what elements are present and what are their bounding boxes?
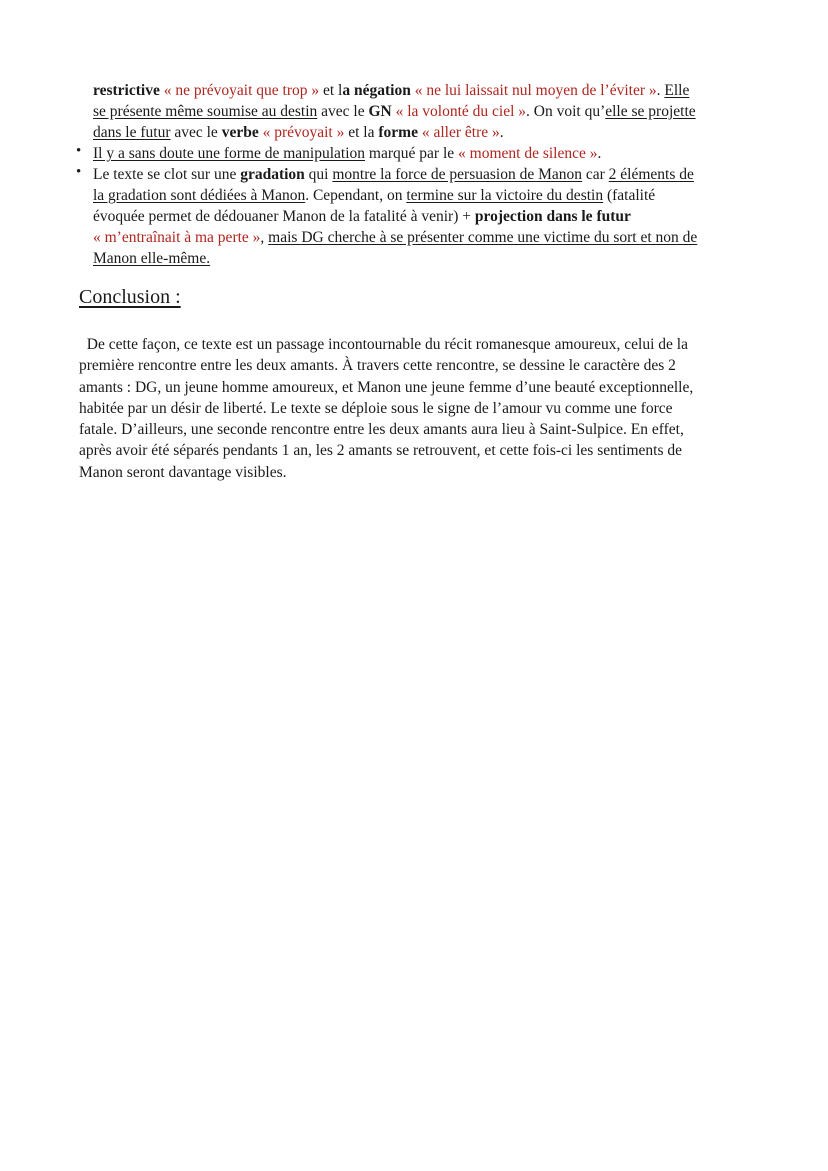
underlined-phrase: termine sur la victoire du destin [406,187,604,204]
keyword: verbe [221,124,259,141]
underlined-phrase: Manon elle-même. [93,250,211,267]
bullet-icon: • [76,143,82,159]
text-line: se présente même soumise au destin avec le GN « la volonté du ciel ». On voit qu’elle se projette [93,103,696,120]
keyword: GN [368,103,392,120]
underlined-phrase: la gradation sont dédiées à Manon [93,187,306,204]
keyword: forme [378,124,418,141]
keyword: projection dans le futur [474,208,631,225]
text-line: première rencontre entre les deux amants. À travers cette rencontre, se dessine le caractère des 2 [79,357,676,375]
underlined-phrase: 2 éléments de [608,166,694,183]
text-line: après avoir été séparés pendants 1 an, les 2 amants se retrouvent, et cette fois-ci les sentiments de [79,442,682,460]
bullet-icon: • [76,164,82,180]
underlined-phrase: se présente même soumise au destin [93,103,318,120]
keyword: gradation [240,166,305,183]
keyword: a négation [342,82,411,99]
text-line: Le texte se clot sur une gradation qui montre la force de persuasion de Manon car 2 éléments de [93,166,694,183]
underlined-phrase: Elle [664,82,690,99]
text-line: habitée par un désir de liberté. Le texte se déploie sous le signe de l’amour vu comme une force [79,399,673,417]
text-line: amants : DG, un jeune homme amoureux, et Manon une jeune femme d’une beauté exceptionnelle, [79,378,694,396]
quote: « la volonté du ciel » [395,103,527,120]
continuation-paragraph [93,80,753,143]
quote: « ne lui laissait nul moyen de l’éviter » [414,82,657,99]
bullet-item [76,164,753,269]
conclusion-paragraph [79,334,759,483]
text-line: Manon seront davantage visibles. [79,463,287,481]
text-line: « m’entraînait à ma perte », mais DG cherche à se présenter comme une victime du sort et non de [93,229,698,246]
quote: « m’entraînait à ma perte » [93,229,261,246]
text-line: restrictive « ne prévoyait que trop » et la négation « ne lui laissait nul moyen de l’éviter ». Elle [93,82,690,99]
text-line: fatale. D’ailleurs, une seconde rencontre entre les deux amants aura lieu à Saint-Sulpice. En effet, [79,421,684,439]
bullet-item [76,143,753,164]
underlined-phrase: Il y a sans doute une forme de manipulation [93,145,366,162]
keyword: restrictive [93,82,160,99]
underlined-phrase: elle se projette [605,103,696,120]
text-line: De cette façon, ce texte est un passage incontournable du récit romanesque amoureux, celui de la [79,336,688,353]
text-line: dans le futur avec le verbe « prévoyait » et la forme « aller être ». [93,124,504,141]
underlined-phrase: dans le futur [93,124,171,141]
underlined-phrase: montre la force de persuasion de Manon [332,166,582,183]
quote: « moment de silence » [458,145,598,162]
conclusion-heading: Conclusion : [79,286,181,308]
quote: « aller être » [421,124,500,141]
underlined-phrase: mais DG cherche à se présenter comme une victime du sort et non de [268,229,698,246]
text-line: évoquée permet de dédouaner Manon de la fatalité à venir) + projection dans le futur [93,208,631,225]
text-line: la gradation sont dédiées à Manon. Cependant, on termine sur la victoire du destin (fatalité [93,187,656,204]
text-line: Il y a sans doute une forme de manipulation marqué par le « moment de silence ». [93,145,602,162]
analysis-list [76,80,753,269]
quote: « ne prévoyait que trop » [163,82,320,99]
quote: « prévoyait » [262,124,345,141]
text-line [93,248,753,269]
